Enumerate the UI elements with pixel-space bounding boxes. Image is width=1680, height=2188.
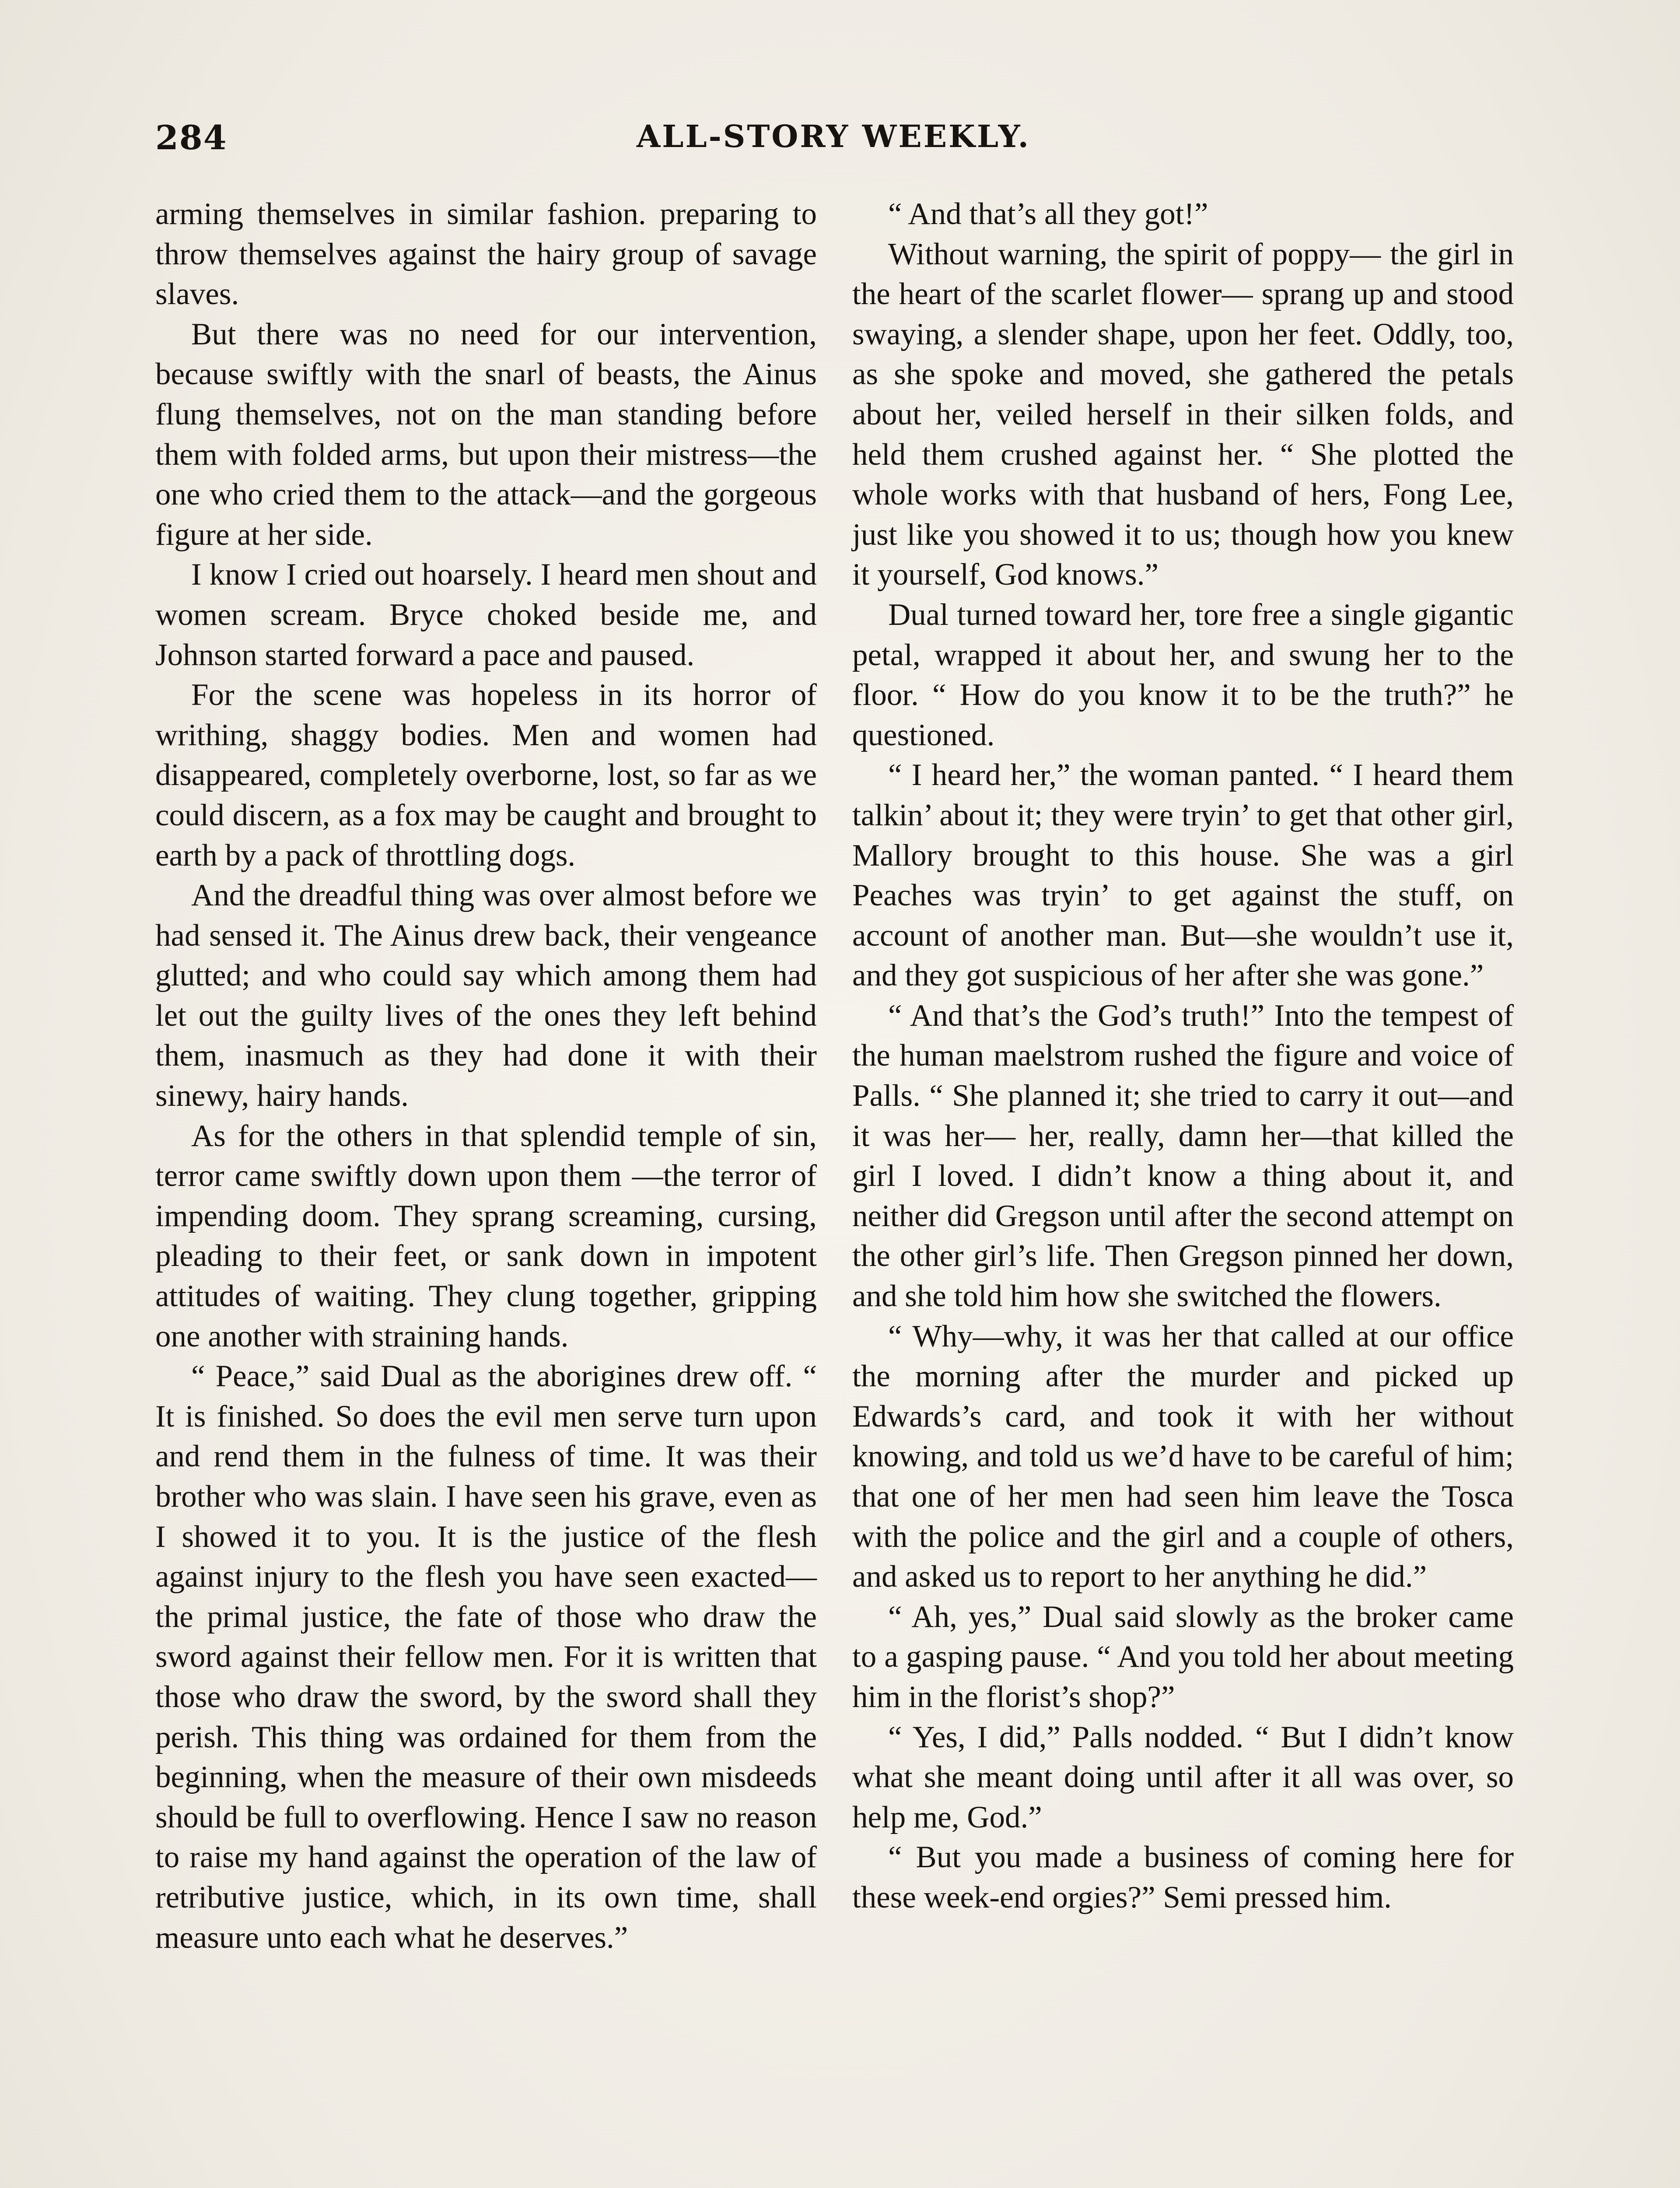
paragraph: “ Why—why, it was her that called at our office the morning after the murder and picked up Edwards’s card, and took it with her without knowing, and told us we’d have to be careful of him; that one of her men had seen him leave the Tosca with the police and the girl and a couple of others, and asked us to report to her anything he did.” bbox=[852, 1319, 1514, 1594]
paragraph: But there was no need for our intervention, because swiftly with the snarl of beasts, the Ainus flung themselves, not on the man standing before them with folded arms, but upon their mistress—the one who cried them to the attack—and the gorgeous figure at her side. bbox=[155, 317, 817, 552]
page-number: 284 bbox=[155, 118, 228, 157]
paragraph: As for the others in that splendid temple of sin, terror came swiftly down upon them —the terror of impending doom. They sprang screaming, cursing, pleading to their feet, or sank down in impotent attitudes of waiting. They clung together, gripping one another with straining hands. bbox=[155, 1119, 817, 1353]
paragraph: “ Yes, I did,” Palls nodded. “ But I didn’t know what she meant doing until after it all was over, so help me, God.” bbox=[852, 1720, 1514, 1834]
paragraph: “ And that’s the God’s truth!” Into the tempest of the human maelstrom rushed the figure and voice of Palls. “ She planned it; she tried to carry it out—and it was her— her, really, damn her—that killed the girl I loved. I didn’t know a thing about it, and neither did Gregson until after the second attempt on the other girl’s life. Then Gregson pinned her down, and she told him how she switched the flowers. bbox=[852, 998, 1514, 1314]
paragraph: Without warning, the spirit of poppy— the girl in the heart of the scarlet flower— sprang up and stood swaying, a slender shape, upon her feet. Oddly, too, as she spoke and moved, she gathered the petals about her, veiled herself in their silken folds, and held them crushed against her. “ She plotted the whole works with that husband of hers, Fong Lee, just like you showed it to us; though how you knew it yourself, God knows.” bbox=[852, 237, 1514, 592]
paragraph: “ Peace,” said Dual as the aborigines drew off. “ It is finished. So does the evil men serve turn upon and rend them in the fulness of time. It was their brother who was slain. I have seen his grave, even as I showed it to you. It is the justice of the flesh against injury to the flesh you have seen exacted—the primal justice, the fate of those who draw the sword against their fellow men. For it is written that those who draw the sword, by the sword shall they perish. This thing was ordained for them from the beginning, when the measure of their own misdeeds should be full to overflowing. Hence I saw no reason to raise my hand against the operation of the law of retributive justice, which, in its own time, shall measure unto each what he deserves.” bbox=[155, 1359, 817, 1955]
paragraph: I know I cried out hoarsely. I heard men shout and women scream. Bryce choked beside me, and Johnson started forward a pace and paused. bbox=[155, 558, 817, 672]
paragraph: “ And that’s all they got!” bbox=[888, 197, 1208, 231]
paragraph: Dual turned toward her, tore free a single gigantic petal, wrapped it about her, and swung her to the floor. “ How do you know it to be the truth?” he questioned. bbox=[852, 597, 1514, 752]
page-header bbox=[155, 118, 1512, 166]
left-column bbox=[155, 194, 817, 1958]
paragraph: “ I heard her,” the woman panted. “ I heard them talkin’ about it; they were tryin’ to get that other girl, Mallory brought to this house. She was a girl Peaches was tryin’ to get against the stuff, on account of another man. But—she wouldn’t use it, and they got suspicious of her after she was gone.” bbox=[852, 758, 1514, 993]
paragraph: “ But you made a business of coming here for these week-end orgies?” Semi pressed him. bbox=[852, 1840, 1514, 1914]
paragraph: arming themselves in similar fashion. preparing to throw themselves against the hairy group of savage slaves. bbox=[155, 197, 817, 312]
right-column bbox=[852, 194, 1514, 1918]
paragraph: “ Ah, yes,” Dual said slowly as the broker came to a gasping pause. “ And you told her about meeting him in the florist’s shop?” bbox=[852, 1599, 1514, 1714]
running-title: ALL-STORY WEEKLY. bbox=[636, 118, 1030, 154]
paragraph: For the scene was hopeless in its horror of writhing, shaggy bodies. Men and women had disappeared, completely overborne, lost, so far as we could discern, as a fox may be caught and brought to earth by a pack of throttling dogs. bbox=[155, 678, 817, 873]
paragraph: And the dreadful thing was over almost before we had sensed it. The Ainus drew back, their vengeance glutted; and who could say which among them had let out the guilty lives of the ones they left behind them, inasmuch as they had done it with their sinewy, hairy hands. bbox=[155, 878, 817, 1113]
